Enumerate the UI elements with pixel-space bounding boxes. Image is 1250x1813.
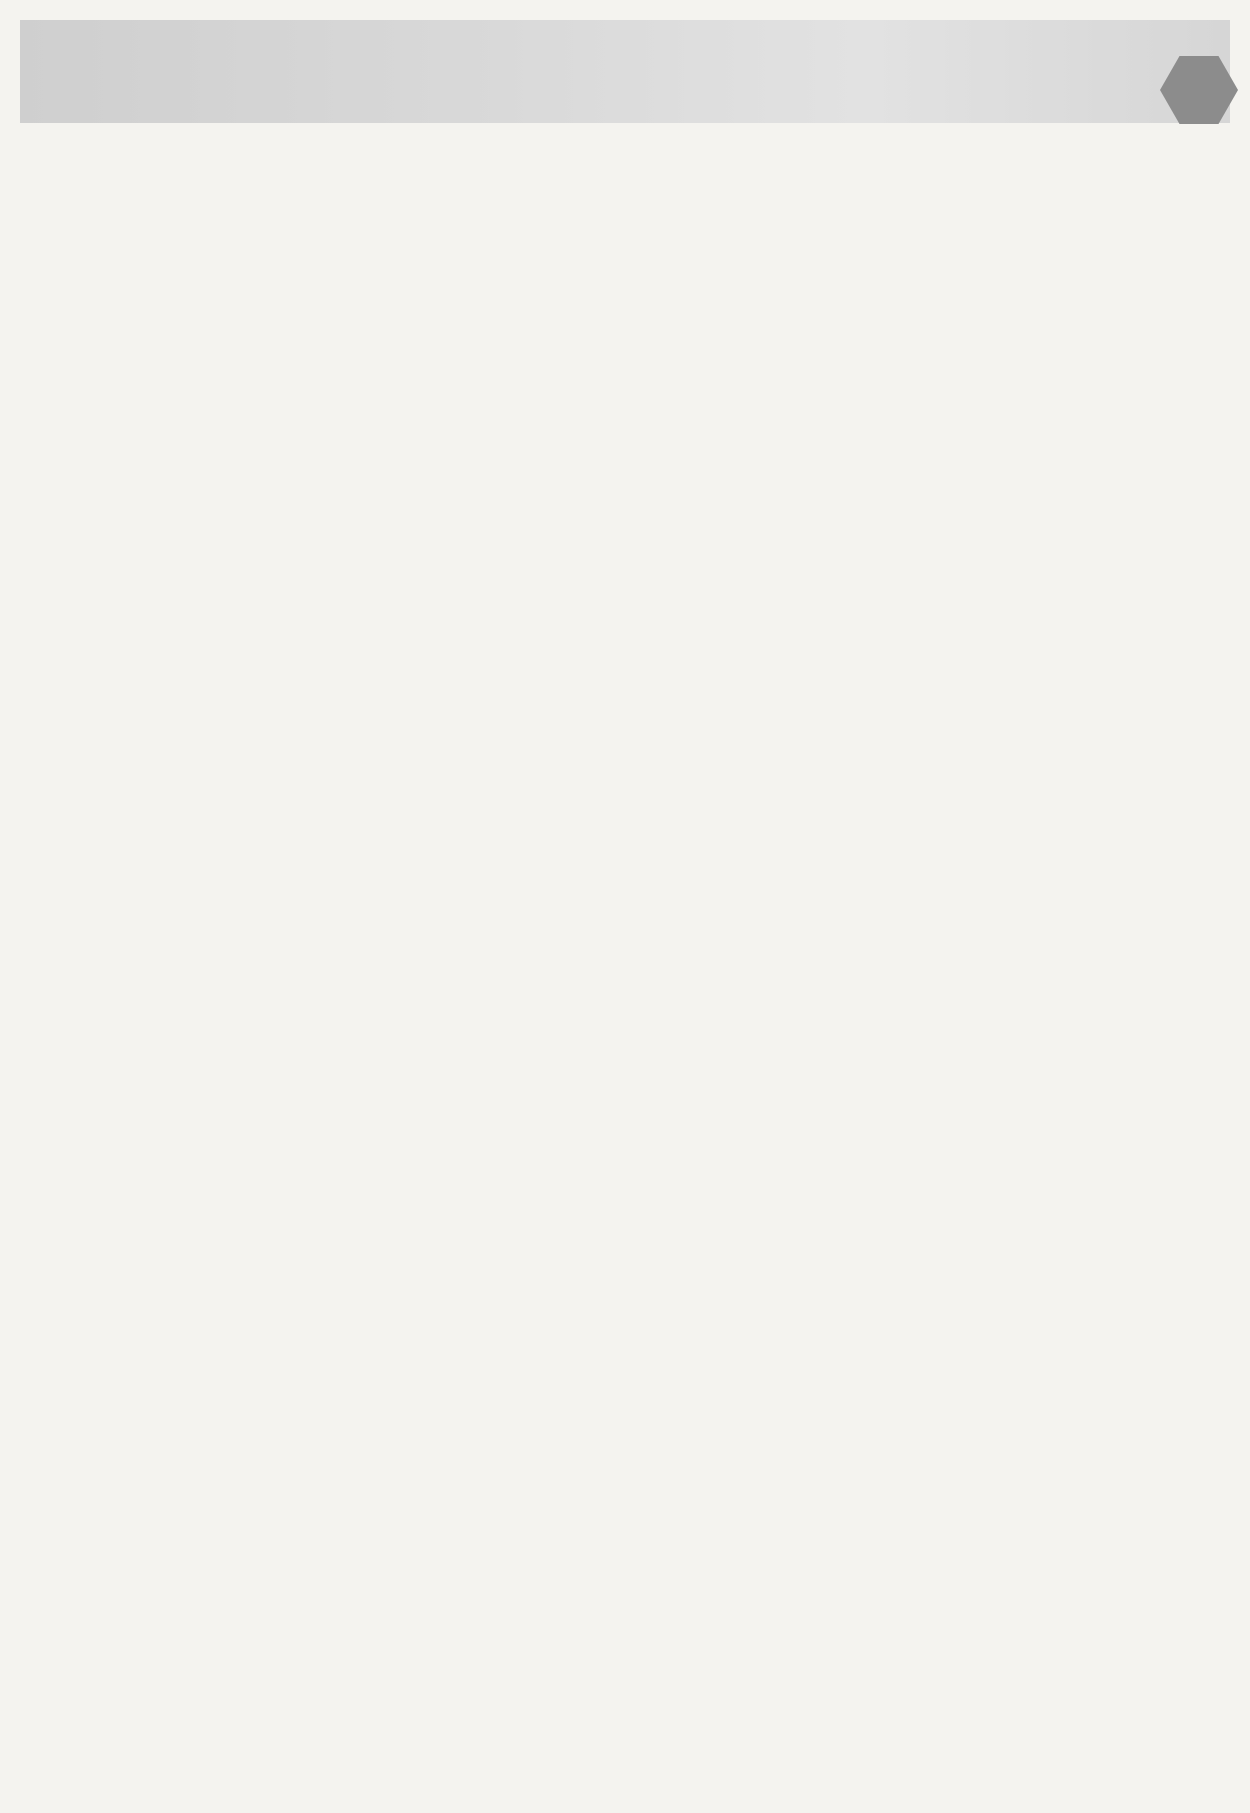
answer-content — [93, 170, 1133, 206]
page-header — [20, 20, 1230, 123]
